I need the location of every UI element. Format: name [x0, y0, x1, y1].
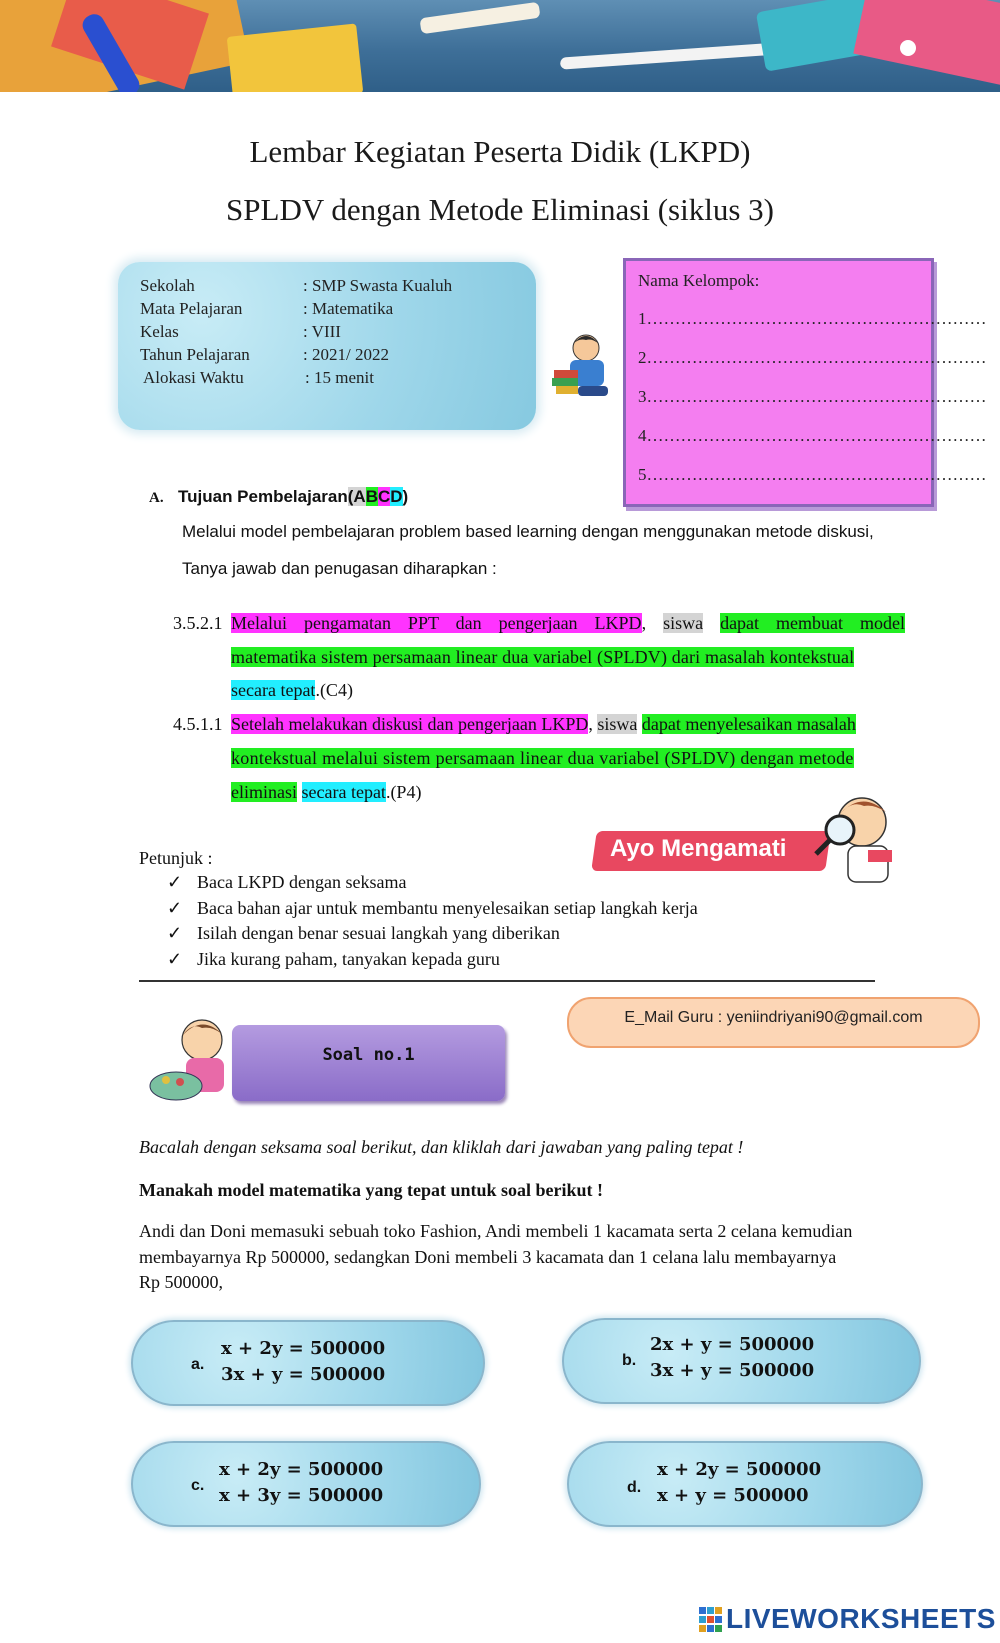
petunjuk-item: Baca LKPD dengan seksama [197, 872, 407, 892]
pencil-icon [560, 42, 780, 69]
option-equation-2: x + 3y = 500000 [219, 1485, 384, 1506]
page-title: Lembar Kegiatan Peserta Didik (LKPD) [249, 134, 751, 169]
option-equation-1: x + 2y = 500000 [657, 1459, 822, 1480]
page-subtitle: SPLDV dengan Metode Eliminasi (siklus 3) [226, 192, 774, 227]
objective-2-behavior: dapat menyelesaikan masalah [641, 714, 856, 734]
petunjuk-title: Petunjuk : [139, 848, 213, 868]
group-member-line[interactable]: 4…………………………………………………… [638, 426, 987, 445]
petunjuk-item: Baca bahan ajar untuk membantu menyelesaikan setiap langkah kerja [197, 898, 698, 918]
info-label: Tahun Pelajaran [140, 345, 250, 364]
option-equation-1: x + 2y = 500000 [221, 1338, 386, 1359]
objective-2-line1 [231, 707, 905, 741]
group-names-box [623, 258, 987, 507]
objective-1-audience: siswa [663, 613, 704, 633]
group-member-line[interactable]: 1…………………………………………………… [638, 309, 987, 328]
option-equation-2: 3x + y = 500000 [221, 1364, 386, 1385]
paper-shape [227, 23, 364, 92]
story-line: Andi dan Doni memasuki sebuah toko Fashion, Andi membeli 1 kacamata serta 2 celana kemudian [139, 1221, 853, 1241]
group-title: Nama Kelompok: [638, 271, 760, 290]
ayo-mengamati-label: Ayo Mengamati [610, 835, 787, 862]
answer-option-c[interactable] [131, 1441, 481, 1527]
soal-label: Soal no.1 [322, 1045, 415, 1065]
objective-2-method: Setelah melakukan diskusi dan pengerjaan LKPD [231, 714, 589, 734]
abcd-close: ) [402, 487, 409, 506]
objective-1-behavior: dapat membuat model [720, 613, 906, 633]
abcd-b: B [365, 487, 378, 506]
info-label: Kelas [140, 322, 179, 341]
abcd-a: A [353, 487, 366, 506]
option-letter: b. [622, 1352, 637, 1369]
check-icon: ✓ [167, 923, 183, 943]
header-banner [0, 0, 1000, 92]
petunjuk-item: Isilah dengan benar sesuai langkah yang diberikan [197, 923, 560, 943]
section-letter: A. [149, 490, 164, 506]
pencil-icon [419, 2, 540, 35]
check-icon: ✓ [167, 949, 183, 969]
info-label: Sekolah [140, 276, 195, 295]
story-line: membayarnya Rp 500000, sedangkan Doni membeli 3 kacamata dan 1 celana lalu membayarnya [139, 1247, 837, 1267]
info-label: Mata Pelajaran [140, 299, 243, 318]
abcd-c: C [377, 487, 391, 506]
teacher-email: E_Mail Guru : yeniindriyani90@gmail.com [624, 1009, 923, 1026]
objectives-heading-text: Tujuan Pembelajaran [178, 487, 348, 506]
option-letter: d. [627, 1479, 642, 1496]
reading-kid-illustration [548, 330, 616, 406]
option-equation-2: x + y = 500000 [657, 1485, 809, 1506]
liveworksheets-brand: LIVEWORKSHEETS [726, 1603, 996, 1634]
objective-1-degree: secara tepat [231, 680, 316, 700]
objective-1-line2 [231, 640, 905, 674]
objective-1-tag: .(C4) [315, 680, 353, 700]
objective-2-degree: secara tepat [301, 782, 386, 802]
answer-option-b[interactable] [562, 1318, 921, 1404]
objective-1-method: Melalui pengamatan PPT dan pengerjaan LKPD [231, 613, 642, 633]
answer-option-a[interactable] [131, 1320, 485, 1406]
objective-2-comma: , [588, 714, 593, 734]
story-line: Rp 500000, [139, 1272, 224, 1292]
instruction-text: Bacalah dengan seksama soal berikut, dan kliklah dari jawaban yang paling tepat ! [139, 1137, 744, 1157]
objective-1-comma: , [641, 613, 647, 633]
info-value: : 2021/ 2022 [303, 345, 389, 364]
question-text: Manakah model matematika yang tepat untuk soal berikut ! [139, 1180, 604, 1200]
objective-code: 4.5.1.1 [173, 714, 223, 734]
objective-code: 3.5.2.1 [173, 613, 223, 633]
objective-2-line2 [231, 741, 905, 775]
group-member-line[interactable]: 5…………………………………………………… [638, 465, 987, 484]
abcd-d: D [390, 487, 403, 506]
check-icon: ✓ [167, 898, 183, 918]
kid-playing-illustration [146, 1010, 236, 1110]
objectives-intro-line1: Melalui model pembelajaran problem based learning dengan menggunakan metode diskusi, [182, 522, 874, 541]
paper-shape [853, 0, 1000, 85]
group-member-line[interactable]: 3…………………………………………………… [638, 387, 987, 406]
option-equation-2: 3x + y = 500000 [650, 1360, 815, 1381]
abcd-open: ( [347, 487, 354, 506]
option-letter: c. [191, 1477, 205, 1494]
objective-1-line3 [231, 673, 353, 707]
objective-1-line1 [231, 606, 905, 640]
info-value: : VIII [303, 322, 341, 341]
liveworksheets-logo-icon [699, 1607, 723, 1633]
info-label: Alokasi Waktu [143, 368, 244, 387]
objective-2-audience: siswa [597, 714, 638, 734]
option-equation-1: 2x + y = 500000 [650, 1334, 815, 1355]
option-equation-1: x + 2y = 500000 [219, 1459, 384, 1480]
objective-2-behavior-cont: kontekstual melalui sistem persamaan linear dua variabel (SPLDV) dengan metode [231, 748, 854, 768]
objective-2-line3 [231, 775, 421, 809]
magnifier-kid-illustration [812, 790, 902, 890]
objective-2-behavior-end: eliminasi [231, 782, 297, 802]
info-box [118, 262, 536, 430]
answer-option-d[interactable] [567, 1441, 923, 1527]
petunjuk-item: Jika kurang paham, tanyakan kepada guru [197, 949, 500, 969]
check-icon: ✓ [167, 872, 183, 892]
star-icon [900, 40, 916, 56]
objectives-heading [178, 487, 408, 507]
objective-1-behavior-cont: matematika sistem persamaan linear dua variabel (SPLDV) dari masalah kontekstual [231, 647, 855, 667]
info-value: : SMP Swasta Kualuh [303, 276, 453, 295]
group-member-line[interactable]: 2…………………………………………………… [638, 348, 987, 367]
divider [139, 980, 875, 982]
option-letter: a. [191, 1356, 205, 1373]
objective-2-tag: .(P4) [385, 782, 422, 802]
info-value: : Matematika [303, 299, 394, 318]
objectives-intro-line2: Tanya jawab dan penugasan diharapkan : [182, 559, 497, 578]
info-value: : 15 menit [305, 368, 374, 387]
